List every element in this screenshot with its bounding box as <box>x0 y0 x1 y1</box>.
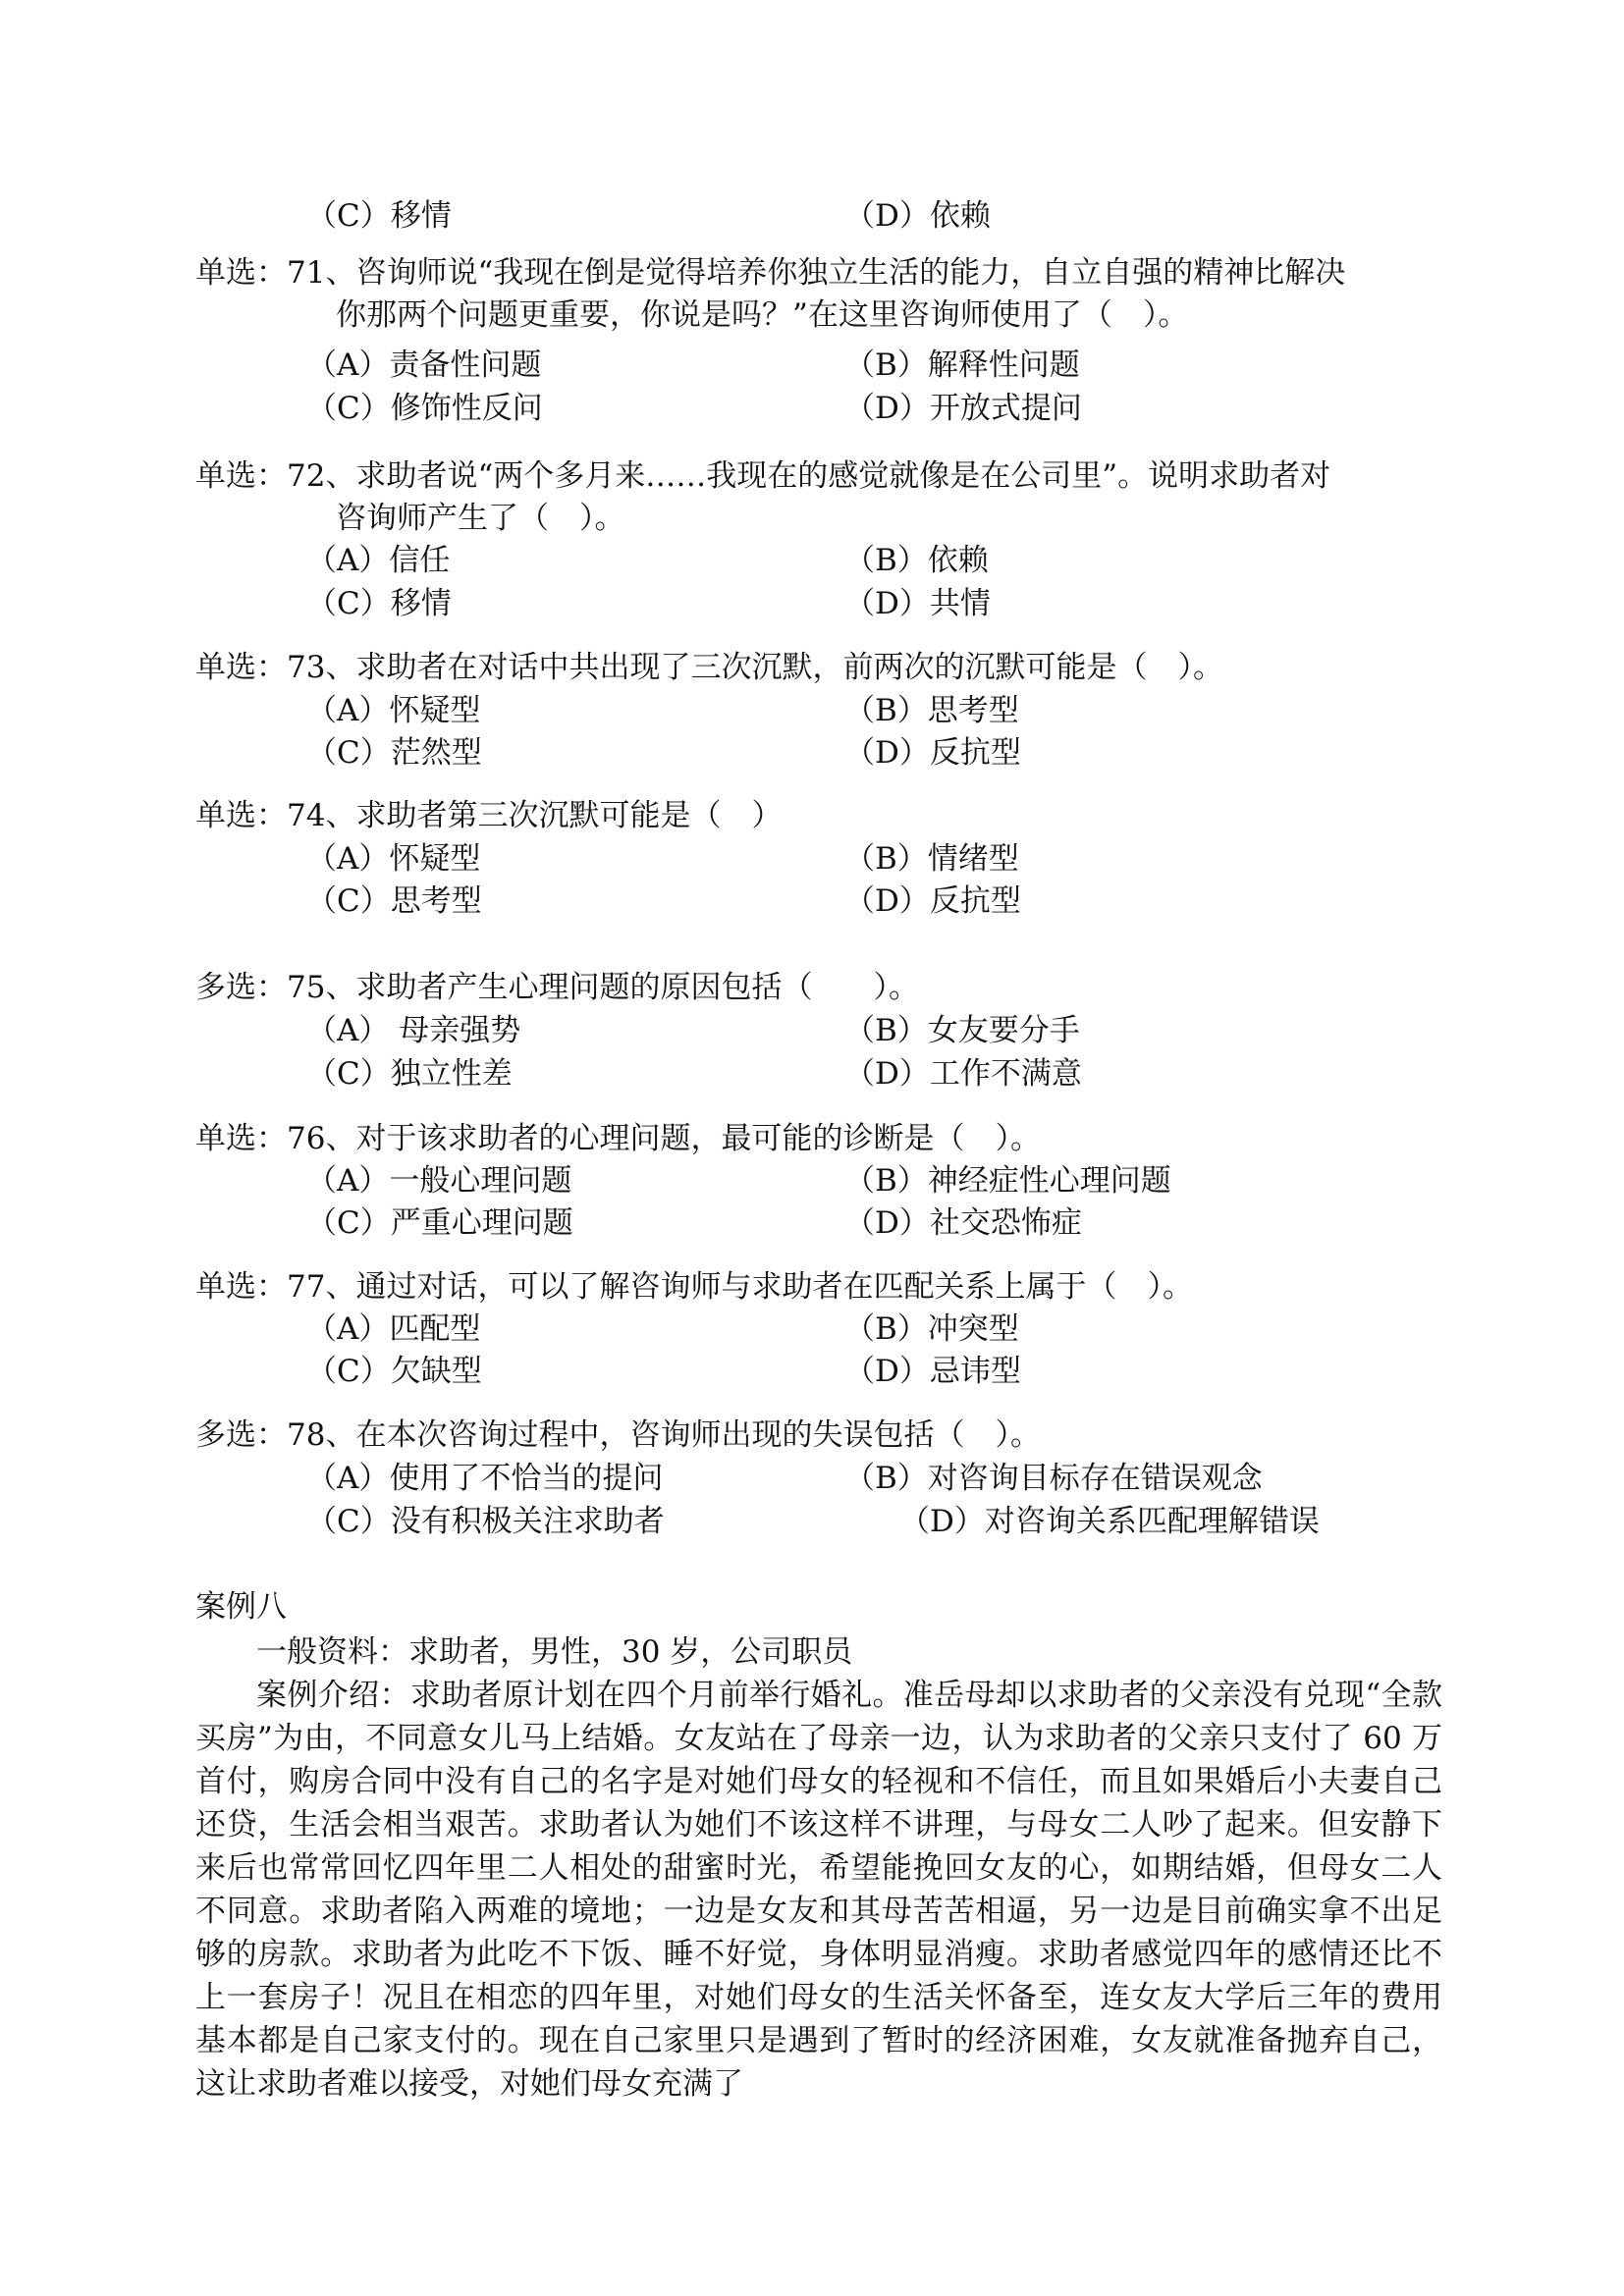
q76-option-c: （C）严重心理问题 <box>306 1205 573 1241</box>
q78-stem: 多选：78、在本次咨询过程中，咨询师出现的失误包括（ ）。 <box>195 1417 1041 1453</box>
q74-option-a: （A）怀疑型 <box>306 841 481 877</box>
q72-option-b: （B）依赖 <box>844 543 989 578</box>
q78-option-d: （D）对咨询关系匹配理解错误 <box>899 1504 1320 1539</box>
q75-option-d: （D）工作不满意 <box>844 1056 1082 1092</box>
q72-option-a: （A）信任 <box>306 543 451 578</box>
q70-option-c: （C）移情 <box>306 198 452 234</box>
q76-option-d: （D）社交恐怖症 <box>844 1205 1082 1241</box>
q76-option-a: （A）一般心理问题 <box>306 1163 572 1199</box>
q77-option-b: （B）冲突型 <box>844 1311 1019 1347</box>
q74-option-d: （D）反抗型 <box>844 883 1021 919</box>
case8-general-info: 一般资料：求助者，男性，30 岁，公司职员 <box>256 1634 853 1670</box>
q75-option-c: （C）独立性差 <box>306 1056 513 1092</box>
q74-stem: 单选：74、求助者第三次沉默可能是（ ） <box>195 798 783 833</box>
q75-option-b: （B）女友要分手 <box>844 1013 1080 1048</box>
q78-option-c: （C）没有积极关注求助者 <box>306 1504 665 1539</box>
q71-stem-line1: 单选：71、咨询师说“我现在倒是觉得培养你独立生活的能力，自立自强的精神比解决 <box>195 255 1346 291</box>
case8-title: 案例八 <box>195 1589 287 1625</box>
q78-option-b: （B）对咨询目标存在错误观念 <box>844 1461 1263 1496</box>
q77-stem: 单选：77、通过对话，可以了解咨询师与求助者在匹配关系上属于（ ）。 <box>195 1269 1193 1305</box>
q75-option-a: （A） 母亲强势 <box>306 1013 521 1048</box>
q77-option-c: （C）欠缺型 <box>306 1354 482 1389</box>
q77-option-d: （D）忌讳型 <box>844 1354 1021 1389</box>
q72-option-c: （C）移情 <box>306 586 452 621</box>
q73-option-b: （B）思考型 <box>844 693 1019 728</box>
q72-option-d: （D）共情 <box>844 586 991 621</box>
q71-stem-line2: 你那两个问题更重要，你说是吗？”在这里咨询师使用了（ ）。 <box>336 297 1189 333</box>
q76-stem: 单选：76、对于该求助者的心理问题，最可能的诊断是（ ）。 <box>195 1121 1041 1156</box>
q71-option-c: （C）修饰性反问 <box>306 391 543 426</box>
q74-option-c: （C）思考型 <box>306 883 482 919</box>
q72-stem-line1: 单选：72、求助者说“两个多月来……我现在的感觉就像是在公司里”。说明求助者对 <box>195 458 1331 494</box>
case8-introduction: 案例介绍：求助者原计划在四个月前举行婚礼。准岳母却以求助者的父亲没有兑现“全款买房”为由，不同意女儿马上结婚。女友站在了母亲一边，认为求助者的父亲只支付了 60 万首付，购房合同中没有自己的名字是对她们母女的轻视和不信任，而且如果婚后小夫妻自己还贷，生活会相当艰苦。求助者认为她们不该这样不讲理，与母女二人吵了起来。但安静下来后也常常回忆四年里二人相处的甜蜜时光，希望能挽回女友的心，如期结婚，但母女二人不同意。求助者陷入两难的境地；一边是女友和其母苦苦相逼，另一边是目前确实拿不出足够的房款。求助者为此吃不下饭、睡不好觉，身体明显消瘦。求助者感觉四年的感情还比不上一套房子！况且在相恋的四年里，对她们母女的生活关怀备至，连女友大学后三年的费用基本都是自己家支付的。现在自己家里只是遇到了暂时的经济困难，女友就准备抛弃自己，这让求助者难以接受，对她们母女充满了 <box>195 1678 1442 2102</box>
q73-option-c: （C）茫然型 <box>306 735 482 771</box>
q74-option-b: （B）情绪型 <box>844 841 1019 877</box>
q71-option-a: （A）责备性问题 <box>306 347 542 383</box>
q73-option-d: （D）反抗型 <box>844 735 1021 771</box>
q73-stem: 单选：73、求助者在对话中共出现了三次沉默，前两次的沉默可能是（ ）。 <box>195 650 1223 685</box>
q71-option-b: （B）解释性问题 <box>844 347 1080 383</box>
q78-option-a: （A）使用了不恰当的提问 <box>306 1461 664 1496</box>
q70-option-d: （D）依赖 <box>844 198 991 234</box>
q76-option-b: （B）神经症性心理问题 <box>844 1163 1171 1199</box>
case8-body <box>195 1630 1442 2106</box>
q71-option-d: （D）开放式提问 <box>844 391 1082 426</box>
q77-option-a: （A）匹配型 <box>306 1311 481 1347</box>
q73-option-a: （A）怀疑型 <box>306 693 481 728</box>
q72-stem-line2: 咨询师产生了（ ）。 <box>336 501 625 536</box>
q75-stem: 多选：75、求助者产生心理问题的原因包括（ ）。 <box>195 970 919 1005</box>
